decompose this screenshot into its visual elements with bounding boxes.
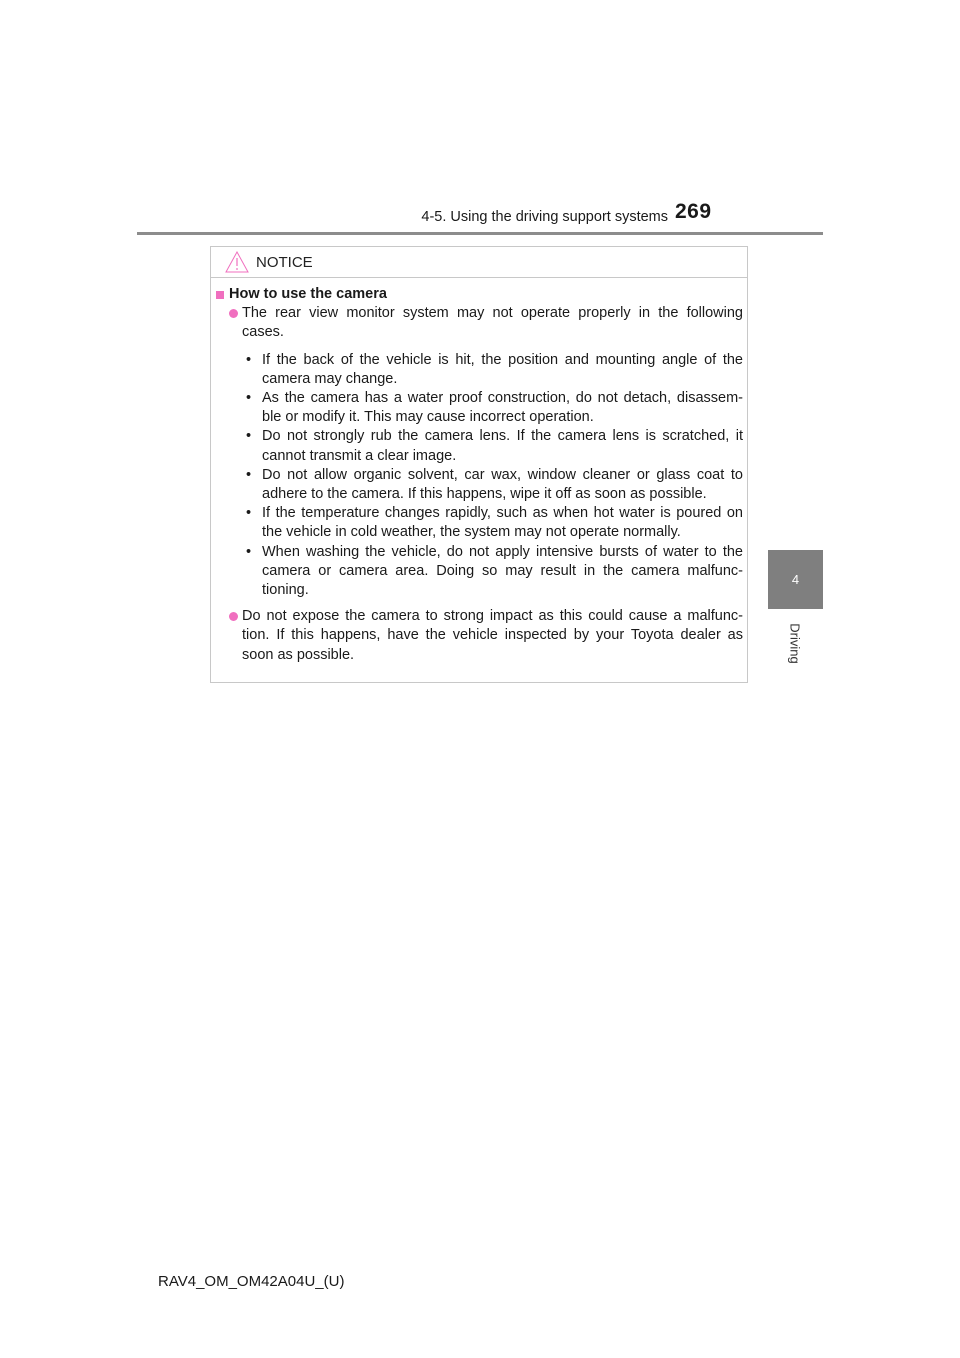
notice-box: [210, 246, 748, 683]
page-number: 269: [675, 200, 712, 223]
bullet-text: As the camera has a water proof construction, do not detach, disassem- ble or modify it. This may cause incorrect operation.: [262, 390, 743, 426]
section-title: 4-5. Using the driving support systems: [421, 209, 668, 225]
bullet-item: [216, 543, 743, 601]
bullet-text: Do not strongly rub the camera lens. If the camera lens is scratched, it cannot transmit a clear image.: [262, 428, 743, 464]
bullet-text: If the temperature changes rapidly, such as when hot water is poured on the vehicle in cold weather, the system may not operate normally.: [262, 505, 743, 541]
circle-bullet-icon: [229, 612, 238, 621]
notice-item-1: [216, 304, 743, 342]
notice-subheading: [216, 285, 743, 304]
document-code: RAV4_OM_OM42A04U_(U): [158, 1273, 345, 1290]
bullet-item: [216, 351, 743, 389]
bullet-list: [216, 351, 743, 601]
bullet-item: [216, 389, 743, 427]
header-rule: [137, 232, 823, 235]
bullet-text: If the back of the vehicle is hit, the position and mounting angle of the camera may change.: [262, 351, 743, 387]
notice-title: NOTICE: [256, 254, 313, 271]
chapter-tab-number: 4: [768, 550, 823, 609]
bullet-text: When washing the vehicle, do not apply intensive bursts of water to the camera or camera area. Doing so may result in the camera malfunc- tioning.: [262, 543, 743, 599]
notice-header: [211, 247, 747, 278]
bullet-text: Do not allow organic solvent, car wax, window cleaner or glass coat to adhere to the camera. If this happens, wipe it off as soon as possible.: [262, 466, 743, 503]
notice-item-2: [216, 607, 743, 665]
circle-bullet-icon: [229, 309, 238, 318]
bullet-symbol: •: [246, 428, 252, 445]
notice-item-1-text: The rear view monitor system may not operate properly in the following cases.: [242, 305, 743, 341]
chapter-tab-label: Driving: [788, 622, 803, 664]
warning-triangle-icon: [225, 251, 249, 273]
notice-item-2-text: Do not expose the camera to strong impact as this could cause a malfunc- tion. If this happens, have the vehicle inspected by your Toyota dealer as soon as possible.: [242, 608, 743, 663]
square-bullet-icon: [216, 291, 224, 299]
chapter-tab-label-box: [768, 612, 823, 674]
bullet-symbol: •: [246, 505, 252, 522]
notice-subheading-text: How to use the camera: [229, 286, 387, 302]
bullet-symbol: •: [246, 466, 252, 483]
bullet-item: [216, 466, 743, 504]
notice-body: [216, 285, 743, 665]
bullet-symbol: •: [246, 543, 252, 560]
bullet-symbol: •: [246, 351, 252, 368]
bullet-item: [216, 504, 743, 542]
bullet-item: [216, 427, 743, 465]
bullet-symbol: •: [246, 390, 252, 407]
